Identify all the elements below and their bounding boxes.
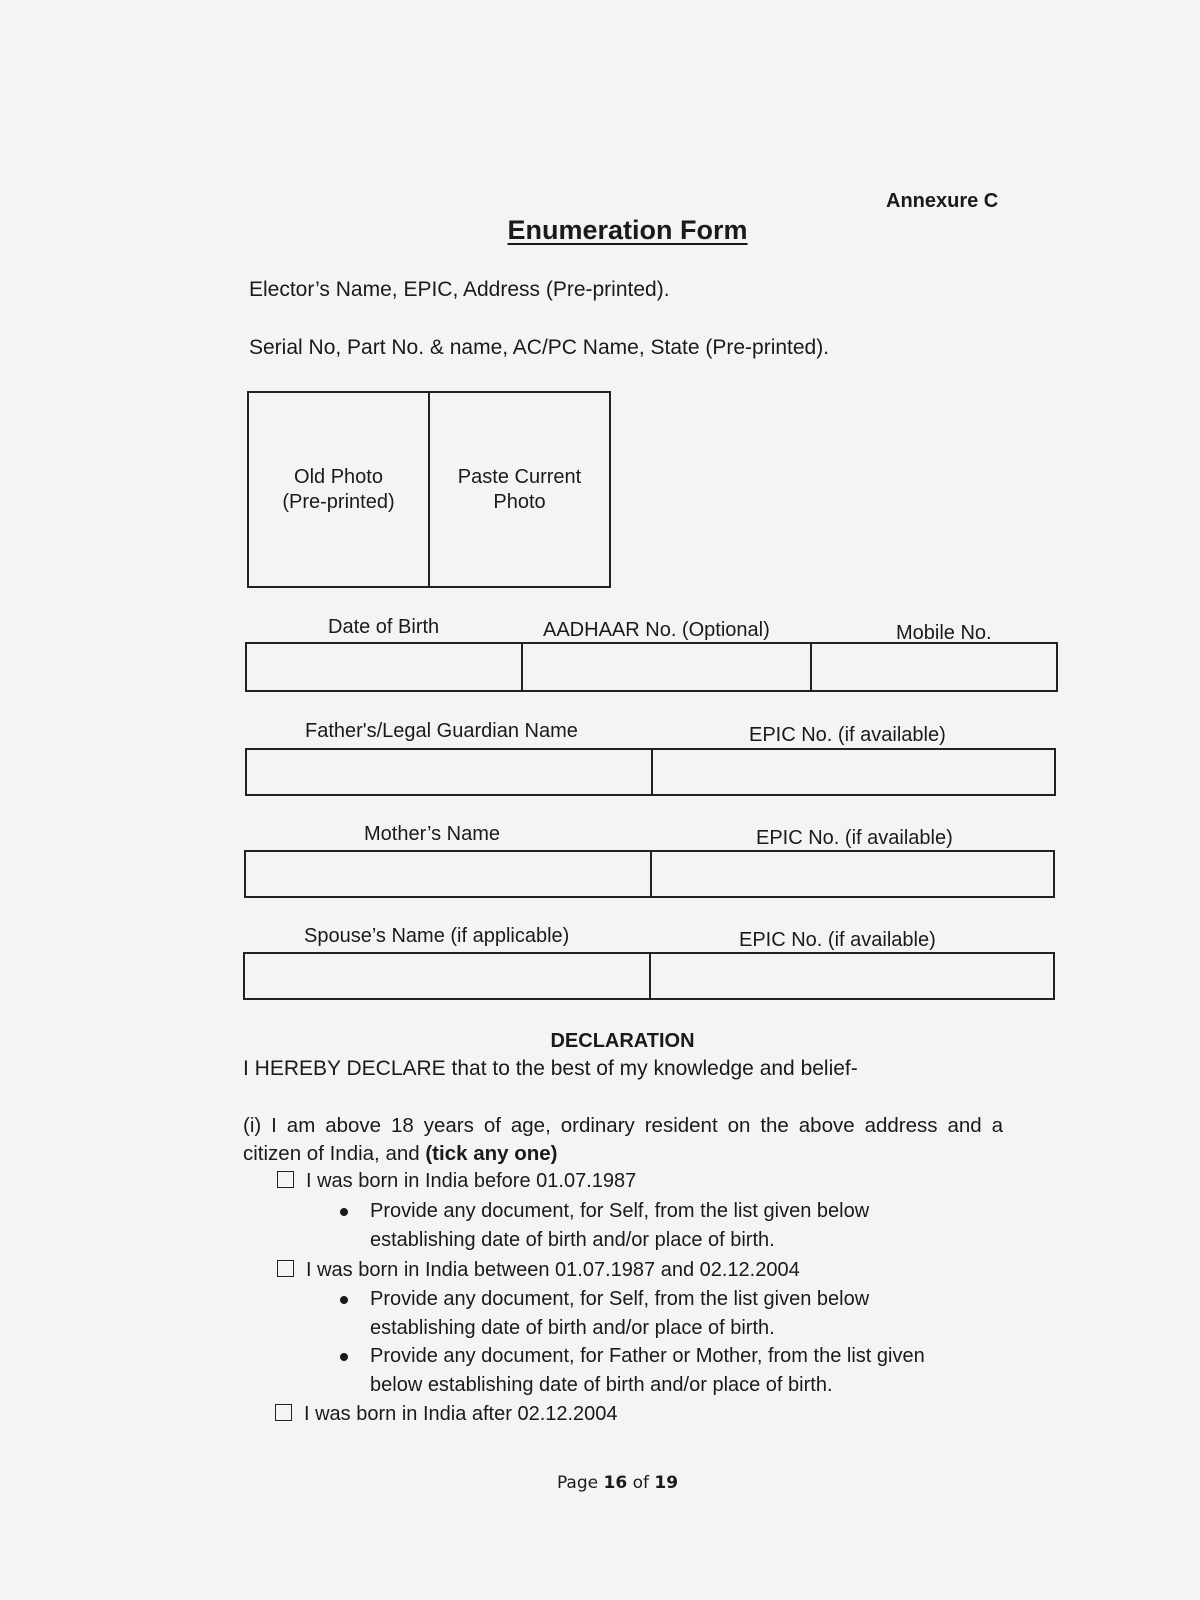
page-of: of <box>632 1473 649 1493</box>
father-name-label: Father's/Legal Guardian Name <box>305 720 578 742</box>
option-born-1987-2004[interactable] <box>277 1259 800 1282</box>
old-photo-cell: Old Photo (Pre-printed) <box>282 465 395 513</box>
checkbox-born-after-2004[interactable] <box>275 1404 292 1421</box>
checkbox-born-1987-2004[interactable] <box>277 1260 294 1277</box>
father-row <box>245 748 1056 796</box>
page-number <box>0 1473 1200 1493</box>
declaration-paragraph-text: (i) I am above 18 years of age, ordinary resident on the above address and a citizen of India, and <box>243 1114 1003 1165</box>
dob-field[interactable] <box>247 644 521 690</box>
spouse-name-field[interactable] <box>245 954 649 998</box>
mobile-field[interactable] <box>810 644 1056 690</box>
father-epic-field[interactable] <box>651 750 1054 794</box>
option-born-after-2004-label: I was born in India after 02.12.2004 <box>304 1403 618 1425</box>
aadhaar-label: AADHAAR No. (Optional) <box>543 619 770 641</box>
option-born-1987-2004-label: I was born in India between 01.07.1987 and 02.12.2004 <box>306 1259 800 1281</box>
aadhaar-field[interactable] <box>521 644 810 690</box>
dob-label: Date of Birth <box>328 616 440 638</box>
mother-name-label: Mother’s Name <box>364 823 500 845</box>
spouse-row <box>243 952 1055 1000</box>
option2-bullet-1 <box>370 1285 950 1343</box>
preprinted-line-2: Serial No, Part No. & name, AC/PC Name, State (Pre-printed). <box>249 336 830 359</box>
declaration-paragraph <box>243 1112 1003 1168</box>
page-prefix: Page <box>556 1473 599 1493</box>
mother-row <box>244 850 1055 898</box>
mother-name-field[interactable] <box>246 852 650 896</box>
dob-aadhaar-mobile-row <box>245 642 1058 692</box>
mother-epic-label: EPIC No. (if available) <box>756 827 953 849</box>
father-epic-label: EPIC No. (if available) <box>749 724 946 746</box>
mobile-label: Mobile No. <box>896 622 992 644</box>
option-born-before-1987-label: I was born in India before 01.07.1987 <box>306 1170 637 1192</box>
option2-bullet-2 <box>370 1342 950 1400</box>
option1-bullet-1 <box>370 1197 950 1255</box>
spouse-epic-field[interactable] <box>649 954 1053 998</box>
option1-bullet-1-text: Provide any document, for Self, from the list given below establishing date of birth and/or place of birth. <box>370 1200 870 1251</box>
declaration-heading: DECLARATION <box>550 1030 695 1052</box>
checkbox-born-before-1987[interactable] <box>277 1171 294 1188</box>
option2-bullet-1-text: Provide any document, for Self, from the list given below establishing date of birth and/or place of birth. <box>370 1288 870 1339</box>
bullet-icon <box>340 1208 348 1216</box>
tick-any-one-note: (tick any one) <box>425 1142 558 1165</box>
annexure-label: Annexure C <box>886 190 999 212</box>
spouse-name-label: Spouse’s Name (if applicable) <box>304 925 570 947</box>
spouse-epic-label: EPIC No. (if available) <box>739 929 936 951</box>
mother-epic-field[interactable] <box>650 852 1053 896</box>
option-born-after-2004[interactable] <box>275 1403 618 1426</box>
page-total: 19 <box>654 1473 679 1493</box>
photo-box <box>247 391 611 588</box>
option-born-before-1987[interactable] <box>277 1170 636 1193</box>
bullet-icon <box>340 1296 348 1304</box>
father-name-field[interactable] <box>247 750 651 794</box>
page-current: 16 <box>603 1473 628 1493</box>
bullet-icon <box>340 1353 348 1361</box>
preprinted-line-1: Elector’s Name, EPIC, Address (Pre-printed). <box>249 278 670 301</box>
declaration-intro: I HEREBY DECLARE that to the best of my knowledge and belief- <box>243 1057 858 1080</box>
option2-bullet-2-text: Provide any document, for Father or Mother, from the list given below establishing date of birth and/or place of birth. <box>370 1345 925 1396</box>
form-title: Enumeration Form <box>507 215 748 245</box>
current-photo-cell[interactable]: Paste Current Photo <box>428 393 609 586</box>
